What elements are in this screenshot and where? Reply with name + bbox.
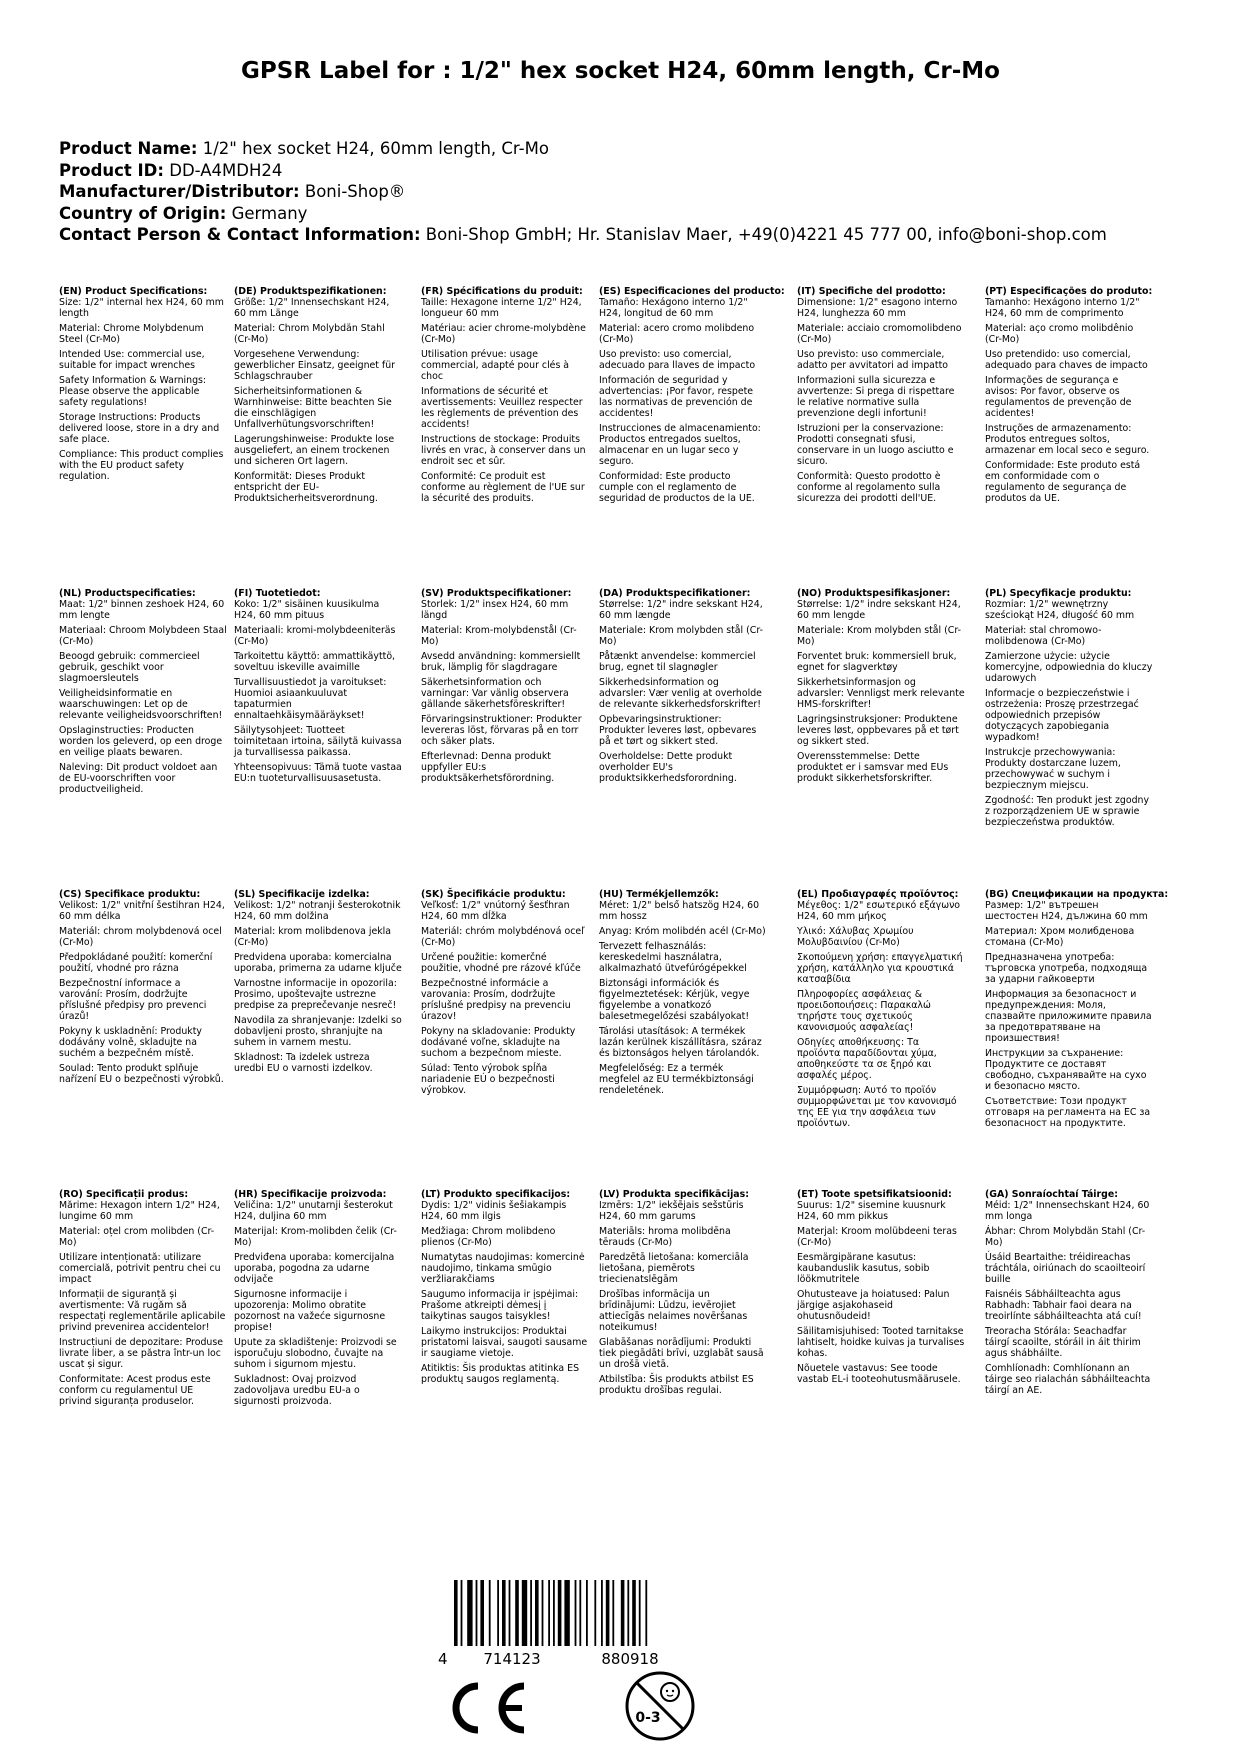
- spec-entry: Velikost: 1/2" vnitřní šestihran H24, 60 mm délka: [59, 900, 225, 922]
- product-info-label: Product Name:: [59, 139, 198, 158]
- spec-entry: Påtænkt anvendelse: kommerciel brug, egnet til slagnøgler: [599, 651, 756, 673]
- barcode-bar: [542, 1580, 544, 1646]
- spec-entry: Overensstemmelse: Dette produktet er i samsvar med EUs produkt sikkerhetsforskrifter.: [797, 751, 949, 784]
- spec-entry: Comhlíonadh: Comhlíonann an táirge seo rialachán sábháilteachta táirgí an AE.: [985, 1363, 1151, 1396]
- spec-entry: Informações de segurança e avisos: Por favor, observe os regulamentos de prevenção de acidentes!: [985, 375, 1132, 419]
- spec-entry: Veličina: 1/2" unutarnji šesterokut H24, duljina 60 mm: [234, 1200, 393, 1222]
- spec-entry: Sikkerhetsinformasjon og advarsler: Vennligst merk relevante HMS-forskrifter!: [797, 677, 965, 710]
- spec-section: [234, 286, 402, 508]
- spec-section: [421, 588, 589, 788]
- barcode-bar: [515, 1580, 519, 1646]
- barcode-bar: [530, 1580, 532, 1646]
- spec-entry: Materiale: Krom molybden stål (Cr-Mo): [599, 625, 763, 647]
- spec-entry: Πληροφορίες ασφάλειας & προειδοποιήσεις: Παρακαλώ τηρήστε τους σχετικούς κανονισμούς ασφαλείας!: [797, 989, 931, 1033]
- spec-entry: Glabāšanas norādījumi: Produkti tiek piegādāti brīvi, uzglabāt sausā un drošā vietā.: [599, 1337, 764, 1370]
- spec-section: [599, 588, 767, 788]
- barcode-bar: [553, 1580, 555, 1646]
- spec-entry: Predviđena uporaba: komercijalna uporaba, pogodna za udarne odvijače: [234, 1252, 395, 1285]
- spec-entry: Conformità: Questo prodotto è conforme al regolamento sulla sicurezza dei prodotti dell'UE.: [797, 471, 941, 504]
- barcode-bar: [632, 1580, 636, 1646]
- spec-entry: Paredzētā lietošana: komerciāla lietošana, piemērots triecienatslēgām: [599, 1252, 749, 1285]
- age-warning-label: 0-3: [635, 1710, 661, 1726]
- barcode-digits-left: 714123: [483, 1650, 541, 1668]
- barcode-bar: [467, 1580, 472, 1646]
- barcode-bar: [594, 1580, 596, 1646]
- spec-entry: Materiale: acciaio cromomolibdeno (Cr-Mo): [797, 323, 962, 345]
- spec-section: [59, 588, 227, 799]
- spec-entry: Conformité: Ce produit est conforme au règlement de l'UE sur la sécurité des produits.: [421, 471, 585, 504]
- spec-entry: Určené použitie: komerčné použitie, vhodné pre rázové kľúče: [421, 952, 581, 974]
- spec-heading: (PT) Especificações do produto:: [985, 286, 1153, 297]
- spec-entry: Instrukcje przechowywania: Produkty dostarczane luzem, przechowywać w suchym i bezpiecznym miejscu.: [985, 747, 1121, 791]
- spec-entry: Drošības informācija un brīdinājumi: Lūdzu, ievērojiet attiecīgās nelaimes novēršanas noteikumus!: [599, 1289, 748, 1333]
- spec-entry: Upute za skladištenje: Proizvodi se isporučuju slobodno, čuvajte na suhom i sigurnom mjestu.: [234, 1337, 397, 1370]
- spec-section: [985, 889, 1169, 1133]
- spec-entry: Tervezett felhasználás: kereskedelmi használatra, alkalmazható ütvefúrógépekkel: [599, 941, 747, 974]
- spec-entry: Instructions de stockage: Produits livrés en vrac, à conserver dans un endroit sec et sûr.: [421, 434, 586, 467]
- spec-entry: Instruções de armazenamento: Produtos entregues soltos, armazenar em local seco e seguro.: [985, 423, 1150, 456]
- spec-entry: Navodila za shranjevanje: Izdelki so dobavljeni prosto, shranjujte na suhem in varnem mestu.: [234, 1015, 402, 1048]
- spec-entry: Taille: Hexagone interne 1/2" H24, longueur 60 mm: [421, 297, 582, 319]
- product-info-label: Product ID:: [59, 160, 164, 180]
- spec-section: [797, 588, 965, 788]
- spec-heading: (BG) Спецификации на продукта:: [985, 889, 1169, 900]
- spec-entry: Megfelelőség: Ez a termék megfelel az EU termékbiztonsági rendeletének.: [599, 1063, 754, 1096]
- barcode-bar: [489, 1580, 491, 1646]
- spec-entry: Informazioni sulla sicurezza e avvertenze: Si prega di rispettare le relative normative sulla prevenzione degli infortuni!: [797, 375, 955, 419]
- barcode-bar: [476, 1580, 478, 1646]
- barcode-bar: [548, 1580, 550, 1646]
- spec-entry: Izmērs: 1/2" iekšējais sešstūris H24, 60 mm garums: [599, 1200, 744, 1222]
- spec-entry: Saugumo informacija ir įspėjimai: Prašome atkreipti dėmesį į taikytinas saugos taisykles!: [421, 1289, 579, 1322]
- spec-heading: (HR) Specifikacije proizvoda:: [234, 1189, 387, 1200]
- spec-heading: (DE) Produktspezifikationen:: [234, 286, 387, 297]
- spec-entry: Suurus: 1/2" sisemine kuusnurk H24, 60 mm pikkus: [797, 1200, 946, 1222]
- spec-section: [59, 1189, 227, 1411]
- spec-entry: Laikymo instrukcijos: Produktai pristatomi laisvai, saugoti sausame ir saugiame vietoje.: [421, 1326, 588, 1359]
- spec-section: [797, 286, 965, 508]
- spec-entry: Información de seguridad y advertencias: ¡Por favor, respete las normativas de prevención de accidentes!: [599, 375, 754, 419]
- spec-entry: Materiał: stal chromowo-molibdenowa (Cr-Mo): [985, 625, 1102, 647]
- spec-entry: Материал: Хром молибденова стомана (Cr-Mo): [985, 926, 1135, 948]
- spec-entry: Rozmiar: 1/2" wewnętrzny sześciokąt H24, długość 60 mm: [985, 599, 1135, 621]
- barcode-bar: [645, 1580, 647, 1646]
- product-info-value: Boni-Shop GmbH; Hr. Stanislav Maer, +49(0)4221 45 777 00, info@boni-shop.com: [425, 225, 1107, 244]
- spec-entry: Conformitate: Acest produs este conform cu regulamentul UE privind siguranța produselor.: [59, 1374, 211, 1407]
- spec-entry: Conformidade: Este produto está em conformidade com o regulamento de segurança de produtos da UE.: [985, 460, 1141, 504]
- spec-entry: Naleving: Dit product voldoet aan de EU-voorschriften voor productveiligheid.: [59, 762, 218, 795]
- barcode-digit-first: 4: [438, 1650, 448, 1668]
- spec-entry: Zamierzone użycie: użycie komercyjne, odpowiednia do kluczy udarowych: [985, 651, 1153, 684]
- barcode-bar: [480, 1580, 484, 1646]
- spec-entry: Mărime: Hexagon intern 1/2" H24, lungime 60 mm: [59, 1200, 220, 1222]
- barcode-bar: [639, 1580, 641, 1646]
- spec-entry: Pokyny na skladovanie: Produkty dodávané voľne, skladujte na suchom a bezpečnom mieste.: [421, 1026, 576, 1059]
- spec-entry: Numatytas naudojimas: komercinė naudojimo, tinkama smūgio veržliarakčiams: [421, 1252, 585, 1285]
- spec-entry: Инструкции за съхранение: Продуктите се доставят свободно, съхранявайте на сухо и безопасно място.: [985, 1048, 1147, 1092]
- spec-section: [421, 889, 589, 1100]
- spec-entry: Bezpečnostní informace a varování: Prosím, dodržujte příslušné předpisy pro prevenci úrazů!: [59, 978, 207, 1022]
- barcode-bar: [564, 1580, 569, 1646]
- spec-entry: Material: acero cromo molibdeno (Cr-Mo): [599, 323, 755, 345]
- spec-entry: Méret: 1/2" belső hatszög H24, 60 mm hossz: [599, 900, 760, 922]
- spec-entry: Vorgesehene Verwendung: gewerblicher Einsatz, geeignet für Schlagschrauber: [234, 349, 396, 382]
- spec-entry: Material: krom molibdenova jekla (Cr-Mo): [234, 926, 391, 948]
- spec-heading: (RO) Specificații produs:: [59, 1189, 189, 1200]
- product-info-row: [59, 203, 1107, 225]
- barcode-digits-right: 880918: [601, 1650, 659, 1668]
- spec-entry: Lagerungshinweise: Produkte lose ausgeliefert, an einem trockenen und sicheren Ort lagern.: [234, 434, 395, 467]
- spec-entry: Tamanho: Hexágono interno 1/2" H24, 60 mm de comprimento: [985, 297, 1140, 319]
- spec-heading: (CS) Specifikace produktu:: [59, 889, 201, 900]
- spec-entry: Predvidena uporaba: komercialna uporaba, primerna za udarne ključe: [234, 952, 402, 974]
- spec-entry: Størrelse: 1/2" indre sekskant H24, 60 mm lengde: [797, 599, 961, 621]
- spec-entry: Material: aço cromo molibdênio (Cr-Mo): [985, 323, 1134, 345]
- barcode-bar: [502, 1580, 506, 1646]
- spec-entry: Предназначена употреба: търговска употреба, подходяща за ударни гайковерти: [985, 952, 1148, 985]
- spec-entry: Úsáid Beartaithe: tréidireachas tráchtála, oiriúnach do scaoilteoirí buille: [985, 1252, 1146, 1285]
- spec-entry: Instrucciones de almacenamiento: Productos entregados sueltos, almacenar en un lugar seco y seguro.: [599, 423, 761, 467]
- spec-entry: Eesmärgipärane kasutus: kaubanduslik kasutus, sobib löökmutritele: [797, 1252, 930, 1285]
- barcode-bar: [606, 1580, 610, 1646]
- barcode-bars: [454, 1580, 647, 1646]
- spec-entry: Materiale: Krom molybden stål (Cr-Mo): [797, 625, 961, 647]
- spec-heading: (LT) Produkto specifikacijos:: [421, 1189, 571, 1200]
- spec-heading: (EL) Προδιαγραφές προϊόντος:: [797, 889, 959, 900]
- spec-entry: Υλικό: Χάλυβας Χρωμίου Μολυβδαινίου (Cr-Mo): [797, 926, 914, 948]
- spec-section: [599, 889, 767, 1100]
- spec-section: [421, 286, 589, 508]
- spec-section: [985, 1189, 1153, 1400]
- spec-entry: Faisnéis Sábháilteachta agus Rabhadh: Tabhair faoi deara na treoirlínte sábháilteachta atá cuí!: [985, 1289, 1142, 1322]
- spec-entry: Bezpečnostné informácie a varovania: Prosím, dodržujte príslušné predpisy na prevenciu úrazov!: [421, 978, 571, 1022]
- barcode-bar: [509, 1580, 511, 1646]
- spec-entry: Utilisation prévue: usage commercial, adapté pour clés à choc: [421, 349, 570, 382]
- spec-heading: (NL) Productspecificaties:: [59, 588, 196, 599]
- spec-entry: Atitiktis: Šis produktas atitinka ES produktų saugos reglamentą.: [421, 1363, 580, 1385]
- spec-entry: Veiligheidsinformatie en waarschuwingen: Let op de relevante veiligheidsvoorschriften!: [59, 688, 223, 721]
- spec-entry: Größe: 1/2" Innensechskant H24, 60 mm Länge: [234, 297, 390, 319]
- spec-entry: Veľkosť: 1/2" vnútorný šesťhran H24, 60 mm dĺžka: [421, 900, 570, 922]
- spec-entry: Turvallisuustiedot ja varoitukset: Huomioi asiaankuuluvat tapaturmien ennaltaehkäisymääräykset!: [234, 677, 387, 721]
- barcode-bar: [575, 1580, 577, 1646]
- product-info-value: DD-A4MDH24: [169, 160, 283, 180]
- spec-heading: (ET) Toote spetsifikatsioonid:: [797, 1189, 952, 1200]
- spec-entry: Intended Use: commercial use, suitable for impact wrenches: [59, 349, 205, 371]
- spec-entry: Materiaal: Chroom Molybdeen Staal (Cr-Mo): [59, 625, 227, 647]
- spec-entry: Uso pretendido: uso comercial, adequado para chaves de impacto: [985, 349, 1148, 371]
- spec-entry: Ohutusteave ja hoiatused: Palun järgige asjakohaseid ohutusnõudeid!: [797, 1289, 950, 1322]
- spec-entry: Tarkoitettu käyttö: ammattikäyttö, soveltuu iskeville avaimille: [234, 651, 396, 673]
- spec-entry: Tamaño: Hexágono interno 1/2" H24, longitud de 60 mm: [599, 297, 748, 319]
- spec-entry: Säilytysohjeet: Tuotteet toimitetaan irtoina, säilytä kuivassa ja turvallisessa paikassa.: [234, 725, 402, 758]
- product-info: [59, 138, 1107, 246]
- barcode-bar: [621, 1580, 625, 1646]
- spec-entry: Säilitamisjuhised: Tooted tarnitakse lahtiselt, hoidke kuivas ja turvalises kohas.: [797, 1326, 965, 1359]
- spec-section: [797, 1189, 965, 1389]
- spec-entry: Skladnost: Ta izdelek ustreza uredbi EU o varnosti izdelkov.: [234, 1052, 373, 1074]
- product-info-label: Contact Person & Contact Information:: [59, 225, 421, 244]
- barcode-bar: [601, 1580, 603, 1646]
- product-info-row: [59, 181, 1107, 203]
- spec-heading: (SL) Specifikacije izdelka:: [234, 889, 370, 900]
- spec-entry: Instrucțiuni de depozitare: Produse livrate liber, a se păstra într-un loc uscat și sigur.: [59, 1337, 223, 1370]
- spec-section: [234, 588, 402, 788]
- product-info-row: [59, 224, 1107, 246]
- barcode-bar: [522, 1580, 527, 1646]
- spec-entry: Nõuetele vastavus: See toode vastab EL-i tooteohutusmäärusele.: [797, 1363, 961, 1385]
- spec-entry: Информация за безопасност и предупреждения: Моля, спазвайте приложимите правила за предотвратяване на произшествия!: [985, 989, 1152, 1044]
- spec-entry: Konformität: Dieses Produkt entspricht der EU-Produktsicherheitsverordnung.: [234, 471, 378, 504]
- spec-section: [599, 286, 785, 508]
- spec-entry: Συμμόρφωση: Αυτό το προϊόν συμμορφώνεται με τον κανονισμό της ΕΕ για την ασφάλεια των προϊόντων.: [797, 1085, 957, 1129]
- spec-section: [985, 286, 1153, 508]
- spec-entry: Tárolási utasítások: A termékek lazán kerülnek kiszállításra, száraz és biztonságos helyen tárolandók.: [599, 1026, 762, 1059]
- spec-entry: Σκοπούμενη χρήση: επαγγελματική χρήση, κατάλληλο για κρουστικά κατσαβίδια: [797, 952, 963, 985]
- spec-heading: (SK) Špecifikácie produktu:: [421, 889, 566, 900]
- barcode-bar: [461, 1580, 463, 1646]
- spec-entry: Compliance: This product complies with the EU product safety regulation.: [59, 449, 224, 482]
- barcode-bar: [627, 1580, 629, 1646]
- spec-entry: Koko: 1/2" sisäinen kuusikulma H24, 60 mm pituus: [234, 599, 380, 621]
- spec-entry: Materijal: Krom-molibden čelik (Cr-Mo): [234, 1226, 397, 1248]
- spec-entry: Material: Chrom Molybdän Stahl (Cr-Mo): [234, 323, 385, 345]
- spec-entry: Treoracha Stórála: Seachadfar táirgí scaoilte, stóráil in áit thirim agus shábháilte.: [985, 1326, 1141, 1359]
- product-info-row: [59, 138, 1107, 160]
- spec-entry: Storlek: 1/2" insex H24, 60 mm längd: [421, 599, 569, 621]
- spec-entry: Beoogd gebruik: commercieel gebruik, geschikt voor slagmoersleutels: [59, 651, 200, 684]
- spec-entry: Informations de sécurité et avertissements: Veuillez respecter les règlements de prévention des accidents!: [421, 386, 583, 430]
- spec-entry: Lagringsinstruksjoner: Produktene leveres løst, oppbevares på et tørt og sikkert sted.: [797, 714, 959, 747]
- spec-heading: (NO) Produktspesifikasjoner:: [797, 588, 951, 599]
- spec-heading: (SV) Produktspecifikationer:: [421, 588, 572, 599]
- spec-entry: Avsedd användning: kommersiellt bruk, lämplig för slagdragare: [421, 651, 581, 673]
- spec-entry: Οδηγίες αποθήκευσης: Τα προϊόντα παραδίδονται χύμα, αποθηκεύστε τα σε ξηρό και ασφαλές μέρος.: [797, 1037, 937, 1081]
- ce-mark: [450, 1680, 532, 1736]
- spec-entry: Material: oțel crom molibden (Cr-Mo): [59, 1226, 215, 1248]
- product-info-value: 1/2" hex socket H24, 60mm length, Cr-Mo: [202, 139, 549, 158]
- spec-entry: Size: 1/2" internal hex H24, 60 mm length: [59, 297, 224, 319]
- spec-entry: Overholdelse: Dette produkt overholder EU's produktsikkerhedsforordning.: [599, 751, 737, 784]
- spec-entry: Μέγεθος: 1/2" εσωτερικό εξάγωνο H24, 60 mm μήκος: [797, 900, 961, 922]
- spec-heading: (HU) Termékjellemzők:: [599, 889, 719, 900]
- spec-entry: Materiaali: kromi-molybdeeniteräs (Cr-Mo): [234, 625, 396, 647]
- spec-entry: Materiāls: hroma molibdēna tērauds (Cr-Mo): [599, 1226, 731, 1248]
- spec-entry: Velikost: 1/2" notranji šesterokotnik H24, 60 mm dolžina: [234, 900, 401, 922]
- spec-heading: (FI) Tuotetiedot:: [234, 588, 321, 599]
- barcode-bar: [497, 1580, 499, 1646]
- product-info-label: Manufacturer/Distributor:: [59, 182, 300, 201]
- spec-entry: Medžiaga: Chrom molibdeno plienos (Cr-Mo): [421, 1226, 556, 1248]
- spec-entry: Conformidad: Este producto cumple con el reglamento de seguridad de productos de la UE.: [599, 471, 755, 504]
- spec-entry: Zgodność: Ten produkt jest zgodny z rozporządzeniem UE w sprawie bezpieczeństwa produktów.: [985, 795, 1150, 828]
- spec-entry: Atbilstība: Šis produkts atbilst ES produktu drošības regulai.: [599, 1374, 754, 1396]
- spec-section: [797, 889, 965, 1133]
- spec-entry: Informații de siguranță și avertismente: Vă rugăm să respectați reglementările aplicabile privind prevenirea accidentelor!: [59, 1289, 226, 1333]
- spec-entry: Sikkerhedsinformation og advarsler: Vær venlig at overholde de relevante sikkerhedsforskrifter!: [599, 677, 762, 710]
- product-info-label: Country of Origin:: [59, 203, 227, 223]
- product-info-value: Germany: [231, 203, 308, 223]
- spec-heading: (LV) Produkta specifikācijas:: [599, 1189, 749, 1200]
- spec-section: [234, 1189, 402, 1411]
- spec-entry: Förvaringsinstruktioner: Produkter levereras löst, förvaras på en torr och säker plats.: [421, 714, 582, 747]
- spec-heading: (ES) Especificaciones del producto:: [599, 286, 785, 297]
- spec-entry: Dimensione: 1/2" esagono interno H24, lunghezza 60 mm: [797, 297, 958, 319]
- spec-entry: Sicherheitsinformationen & Warnhinweise: Bitte beachten Sie die einschlägigen Unfallverhütungsvorschriften!: [234, 386, 392, 430]
- barcode-bar: [612, 1580, 614, 1646]
- spec-entry: Съответствие: Този продукт отговаря на регламента на ЕС за безопасност на продуктите.: [985, 1096, 1151, 1129]
- spec-entry: Størrelse: 1/2" indre sekskant H24, 60 mm længde: [599, 599, 763, 621]
- spec-entry: Biztonsági információk és figyelmeztetések: Kérjük, vegye figyelembe a vonatkozó balesetmegelőzési szabályokat!: [599, 978, 750, 1022]
- spec-entry: Varnostne informacije in opozorila: Prosimo, upoštevajte ustrezne predpise za preprečevanje nesreč!: [234, 978, 397, 1011]
- spec-entry: Informacje o bezpieczeństwie i ostrzeżenia: Proszę przestrzegać odpowiednich przepisów dotyczących zapobiegania wypadkom!: [985, 688, 1139, 743]
- spec-entry: Safety Information & Warnings: Please observe the applicable safety regulations!: [59, 375, 207, 408]
- spec-heading: (PL) Specyfikacje produktu:: [985, 588, 1132, 599]
- spec-entry: Materiál: chróm molybdénová oceľ (Cr-Mo): [421, 926, 585, 948]
- spec-entry: Sukladnost: Ovaj proizvod zadovoljava uredbu EU-a o sigurnosti proizvoda.: [234, 1374, 360, 1407]
- barcode-bar: [535, 1580, 539, 1646]
- spec-entry: Anyag: Króm molibdén acél (Cr-Mo): [599, 926, 766, 937]
- barcode-bar: [454, 1580, 458, 1646]
- spec-entry: Размер: 1/2" вътрешен шестостен H24, дължина 60 mm: [985, 900, 1148, 922]
- spec-entry: Uso previsto: uso commerciale, adatto per avvitatori ad impatto: [797, 349, 948, 371]
- spec-entry: Storage Instructions: Products delivered loose, store in a dry and safe place.: [59, 412, 220, 445]
- spec-entry: Material: Krom-molybdenstål (Cr-Mo): [421, 625, 577, 647]
- spec-entry: Předpokládané použití: komerční použití, vhodné pro rázna: [59, 952, 213, 974]
- spec-heading: (GA) Sonraíochtaí Táirge:: [985, 1189, 1118, 1200]
- spec-entry: Matériau: acier chrome-molybdène (Cr-Mo): [421, 323, 586, 345]
- spec-heading: (FR) Spécifications du produit:: [421, 286, 583, 297]
- barcode-bar: [586, 1580, 588, 1646]
- spec-entry: Opbevaringsinstruktioner: Produkter leveres løst, opbevares på et tørt og sikkert sted.: [599, 714, 757, 747]
- page-title: GPSR Label for : 1/2" hex socket H24, 60mm length, Cr-Mo: [241, 58, 1000, 84]
- spec-section: [59, 286, 227, 486]
- spec-section: [421, 1189, 589, 1389]
- barcode: [434, 1580, 724, 1668]
- spec-entry: Materiál: chrom molybdenová ocel (Cr-Mo): [59, 926, 222, 948]
- spec-entry: Materjal: Kroom molübdeeni teras (Cr-Mo): [797, 1226, 957, 1248]
- spec-entry: Material: Chrome Molybdenum Steel (Cr-Mo): [59, 323, 204, 345]
- spec-entry: Dydis: 1/2" vidinis šešiakampis H24, 60 mm ilgis: [421, 1200, 567, 1222]
- spec-entry: Méid: 1/2" Innensechskant H24, 60 mm longa: [985, 1200, 1150, 1222]
- spec-entry: Forventet bruk: kommersiell bruk, egnet for slagverktøy: [797, 651, 957, 673]
- spec-entry: Ábhar: Chrom Molybdän Stahl (Cr-Mo): [985, 1226, 1146, 1248]
- spec-section: [985, 588, 1153, 832]
- spec-entry: Soulad: Tento produkt splňuje nařízení EU o bezpečnosti výrobků.: [59, 1063, 224, 1085]
- spec-heading: (EN) Product Specifications:: [59, 286, 208, 297]
- spec-entry: Opslaginstructies: Producten worden los geleverd, op een droge en veilige plaats bewaren.: [59, 725, 223, 758]
- spec-entry: Pokyny k uskladnění: Produkty dodávány volně, skladujte na suchém a bezpečném místě.: [59, 1026, 202, 1059]
- age-warning-icon: [624, 1670, 696, 1742]
- spec-heading: (DA) Produktspecifikationer:: [599, 588, 751, 599]
- spec-heading: (IT) Specifiche del prodotto:: [797, 286, 946, 297]
- spec-entry: Súlad: Tento výrobok spĺňa nariadenie EÚ o bezpečnosti výrobkov.: [421, 1063, 555, 1096]
- spec-entry: Sigurnosne informacije i upozorenja: Molimo obratite pozornost na važeće sigurnosne propise!: [234, 1289, 386, 1333]
- spec-entry: Yhteensopivuus: Tämä tuote vastaa EU:n tuoteturvallisuusasetusta.: [234, 762, 402, 784]
- product-info-value: Boni-Shop®: [304, 182, 406, 201]
- spec-section: [59, 889, 227, 1089]
- spec-entry: Uso previsto: uso comercial, adecuado para llaves de impacto: [599, 349, 756, 371]
- spec-entry: Istruzioni per la conservazione: Prodotti consegnati sfusi, conservare in un luogo asciutto e sicuro.: [797, 423, 954, 467]
- spec-entry: Säkerhetsinformation och varningar: Var vänlig observera gällande säkerhetsföreskrifter!: [421, 677, 569, 710]
- spec-section: [599, 1189, 767, 1400]
- barcode-bar: [558, 1580, 562, 1646]
- spec-section: [234, 889, 402, 1078]
- barcode-bar: [579, 1580, 581, 1646]
- spec-entry: Maat: 1/2" binnen zeshoek H24, 60 mm lengte: [59, 599, 225, 621]
- spec-entry: Efterlevnad: Denna produkt uppfyller EU:s produktsäkerhetsförordning.: [421, 751, 555, 784]
- product-info-row: [59, 160, 1107, 182]
- spec-entry: Utilizare intenționată: utilizare comercială, potrivit pentru chei cu impact: [59, 1252, 221, 1285]
